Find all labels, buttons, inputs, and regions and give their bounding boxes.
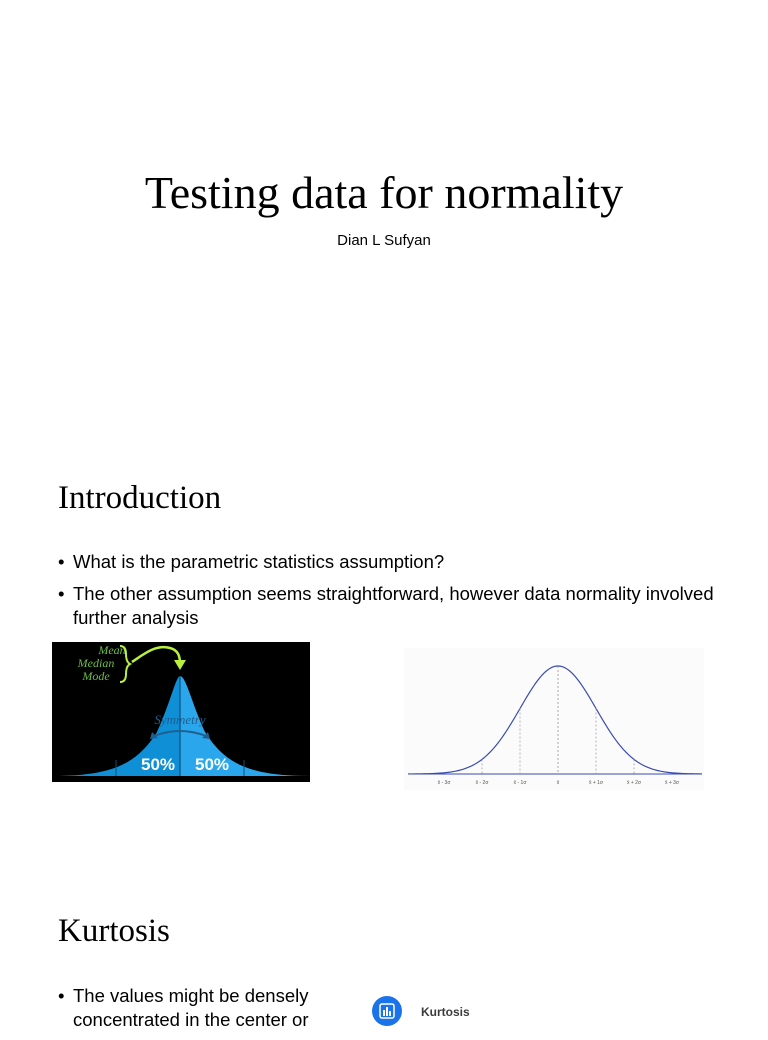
slide-title: Testing data for normality [144,167,624,218]
tick-label: x̄ + 1σ [588,780,604,786]
label-mode: Mode [82,669,110,683]
bullet-item: • What is the parametric statistics assumption? [58,550,718,574]
tick-label: x̄ - 3σ [437,780,451,786]
normal-curve-figure [404,648,704,790]
tick-label: x̄ - 1σ [513,780,527,786]
kurtosis-heading: Kurtosis [58,913,170,949]
symmetry-figure [52,642,310,782]
bar-chart-icon [372,996,402,1026]
kurtosis-bullets [58,984,348,1040]
tick-label: x̄ [556,780,560,786]
label-median: Median [77,656,115,670]
introduction-heading: Introduction [58,480,222,516]
introduction-bullets [58,550,718,638]
title-slide [0,0,768,432]
tick-label: x̄ - 2σ [475,780,489,786]
symmetry-label: Symmetry [154,712,206,727]
bullet-item: • The other assumption seems straightforward, however data normality involved further analysis [58,582,718,630]
tick-label: x̄ + 3σ [664,780,680,786]
slide-author: Dian L Sufyan [337,232,431,249]
right-percent: 50% [194,755,230,774]
symmetry-illustration [52,642,310,782]
tick-label: x̄ + 2σ [626,780,642,786]
label-mean: Mean [98,643,126,657]
normal-curve-chart [404,648,704,790]
kurtosis-badge [372,996,402,1026]
left-percent: 50% [140,755,176,774]
bullet-item: • The values might be densely concentrated in the center or [58,984,348,1032]
kurtosis-badge-label: Kurtosis [421,1005,470,1019]
